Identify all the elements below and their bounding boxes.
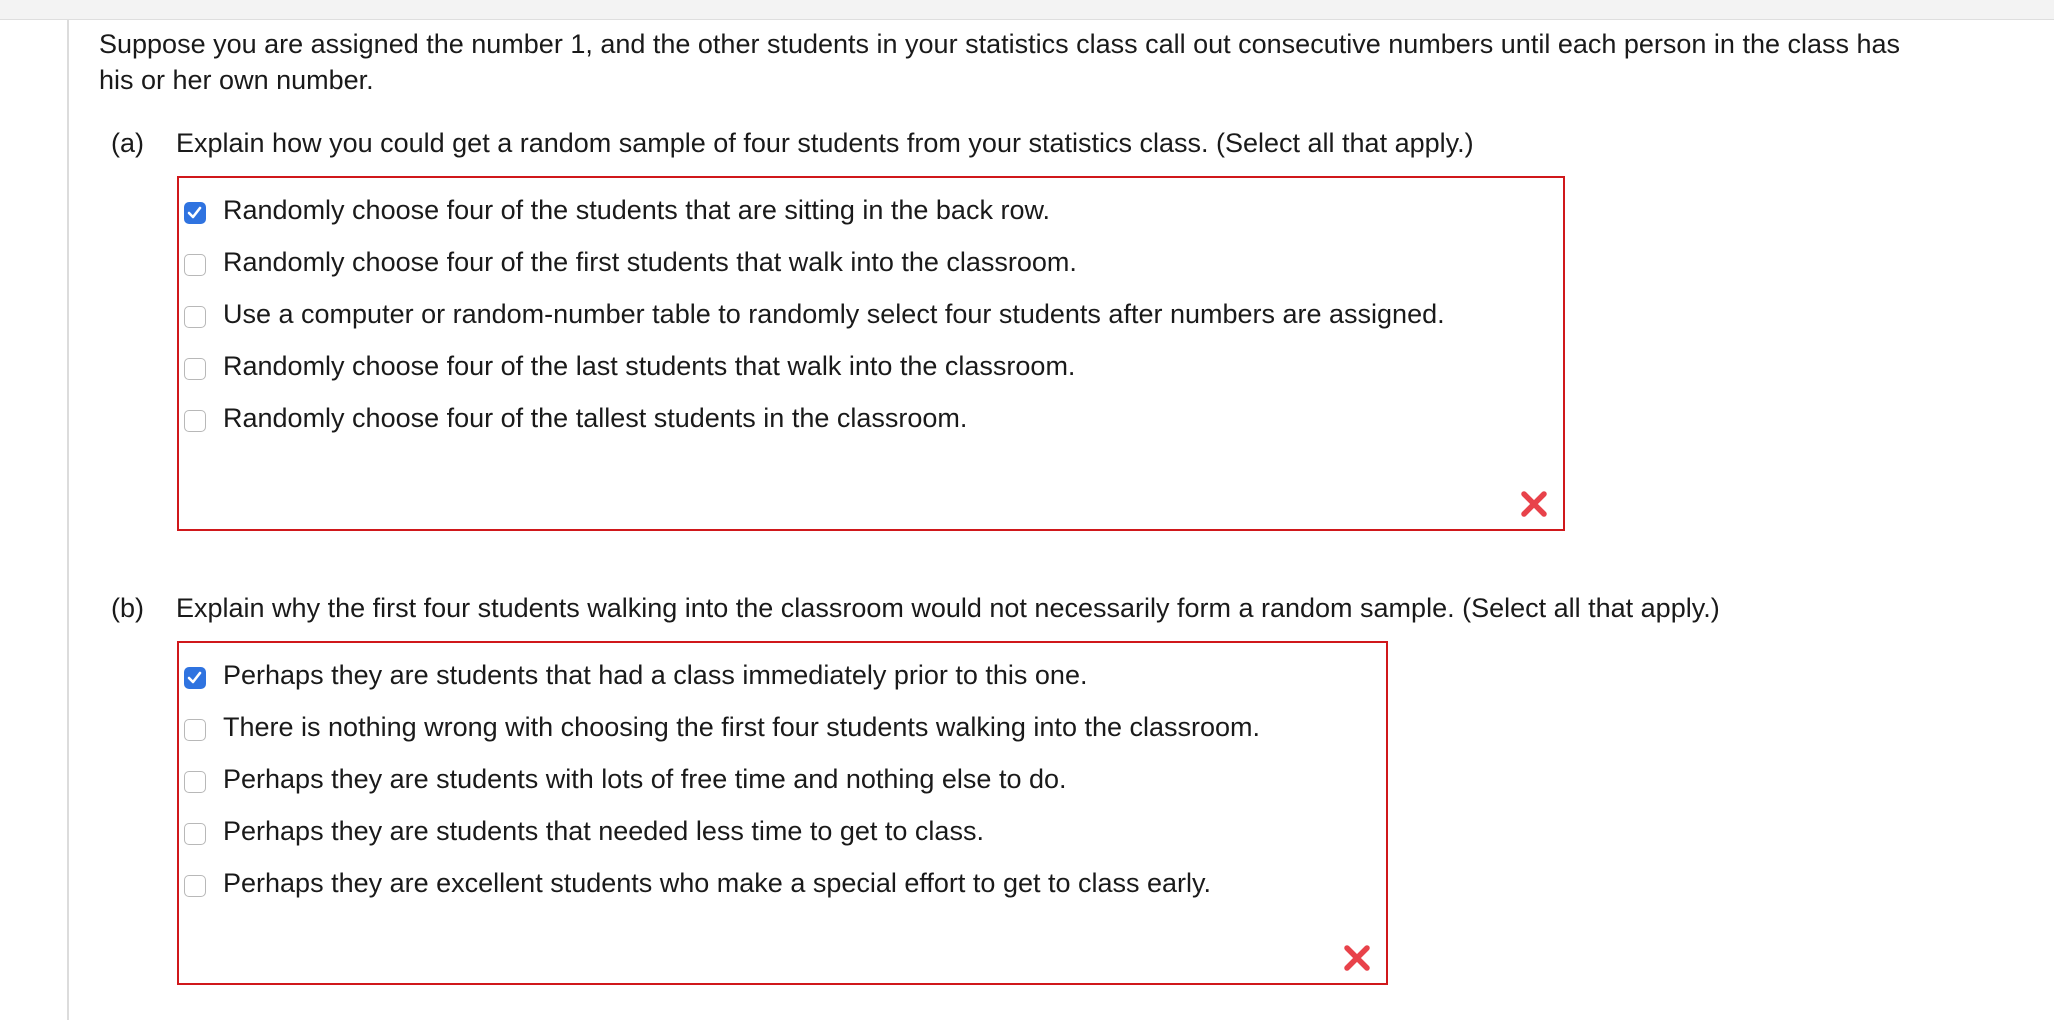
- option-label: Perhaps they are excellent students who make a special effort to get to class early.: [223, 868, 1212, 898]
- part-a-answer-box: [177, 176, 1565, 531]
- checkbox[interactable]: [184, 719, 206, 741]
- part-b-prompt: Explain why the first four students walking into the classroom would not necessarily form a random sample. (Select all that apply.): [176, 593, 1720, 623]
- question-intro: Suppose you are assigned the number 1, and the other students in your statistics class call out consecutive numbers until each person in the class has his or her own number.: [99, 29, 1901, 95]
- top-bar: [0, 0, 2054, 20]
- option-label: Randomly choose four of the first students that walk into the classroom.: [223, 247, 1077, 277]
- checkbox[interactable]: [184, 254, 206, 276]
- part-b-answer-box: [177, 641, 1388, 985]
- checkbox[interactable]: [184, 306, 206, 328]
- checkbox[interactable]: [184, 771, 206, 793]
- part-b-option[interactable]: [179, 657, 1386, 693]
- option-label: Use a computer or random-number table to randomly select four students after numbers are assigned.: [223, 299, 1445, 329]
- part-b-option[interactable]: [179, 813, 1386, 849]
- incorrect-x-icon: [1342, 943, 1372, 973]
- part-b-option[interactable]: [179, 761, 1386, 797]
- option-label: Perhaps they are students with lots of free time and nothing else to do.: [223, 764, 1067, 794]
- part-a-heading: [111, 125, 1474, 161]
- checkbox[interactable]: [184, 358, 206, 380]
- part-a-option[interactable]: [179, 296, 1453, 332]
- part-a-option[interactable]: [179, 244, 1563, 280]
- question-content: [99, 26, 2054, 898]
- option-label: Randomly choose four of the tallest students in the classroom.: [223, 403, 968, 433]
- option-label: Perhaps they are students that needed less time to get to class.: [223, 816, 984, 846]
- part-b-letter: (b): [111, 593, 144, 623]
- option-label: Perhaps they are students that had a class immediately prior to this one.: [223, 660, 1088, 690]
- left-margin-rule: [67, 20, 69, 1020]
- part-a-prompt: Explain how you could get a random sample of four students from your statistics class. (Select all that apply.): [176, 128, 1474, 158]
- checkbox[interactable]: [184, 823, 206, 845]
- checkbox[interactable]: [184, 410, 206, 432]
- checkbox-checked[interactable]: [184, 667, 206, 689]
- option-label: Randomly choose four of the students that are sitting in the back row.: [223, 195, 1050, 225]
- part-b-heading: [111, 590, 1720, 626]
- part-a-option[interactable]: [179, 400, 1563, 436]
- part-a-option[interactable]: [179, 348, 1563, 384]
- option-label: There is nothing wrong with choosing the first four students walking into the classroom.: [223, 712, 1261, 742]
- part-a-letter: (a): [111, 128, 144, 158]
- checkbox-checked[interactable]: [184, 202, 206, 224]
- part-b-option[interactable]: [179, 709, 1386, 745]
- part-a-option[interactable]: [179, 192, 1563, 228]
- part-b-option[interactable]: [179, 865, 1386, 901]
- option-label: Randomly choose four of the last students that walk into the classroom.: [223, 351, 1076, 381]
- incorrect-x-icon: [1519, 489, 1549, 519]
- checkbox[interactable]: [184, 875, 206, 897]
